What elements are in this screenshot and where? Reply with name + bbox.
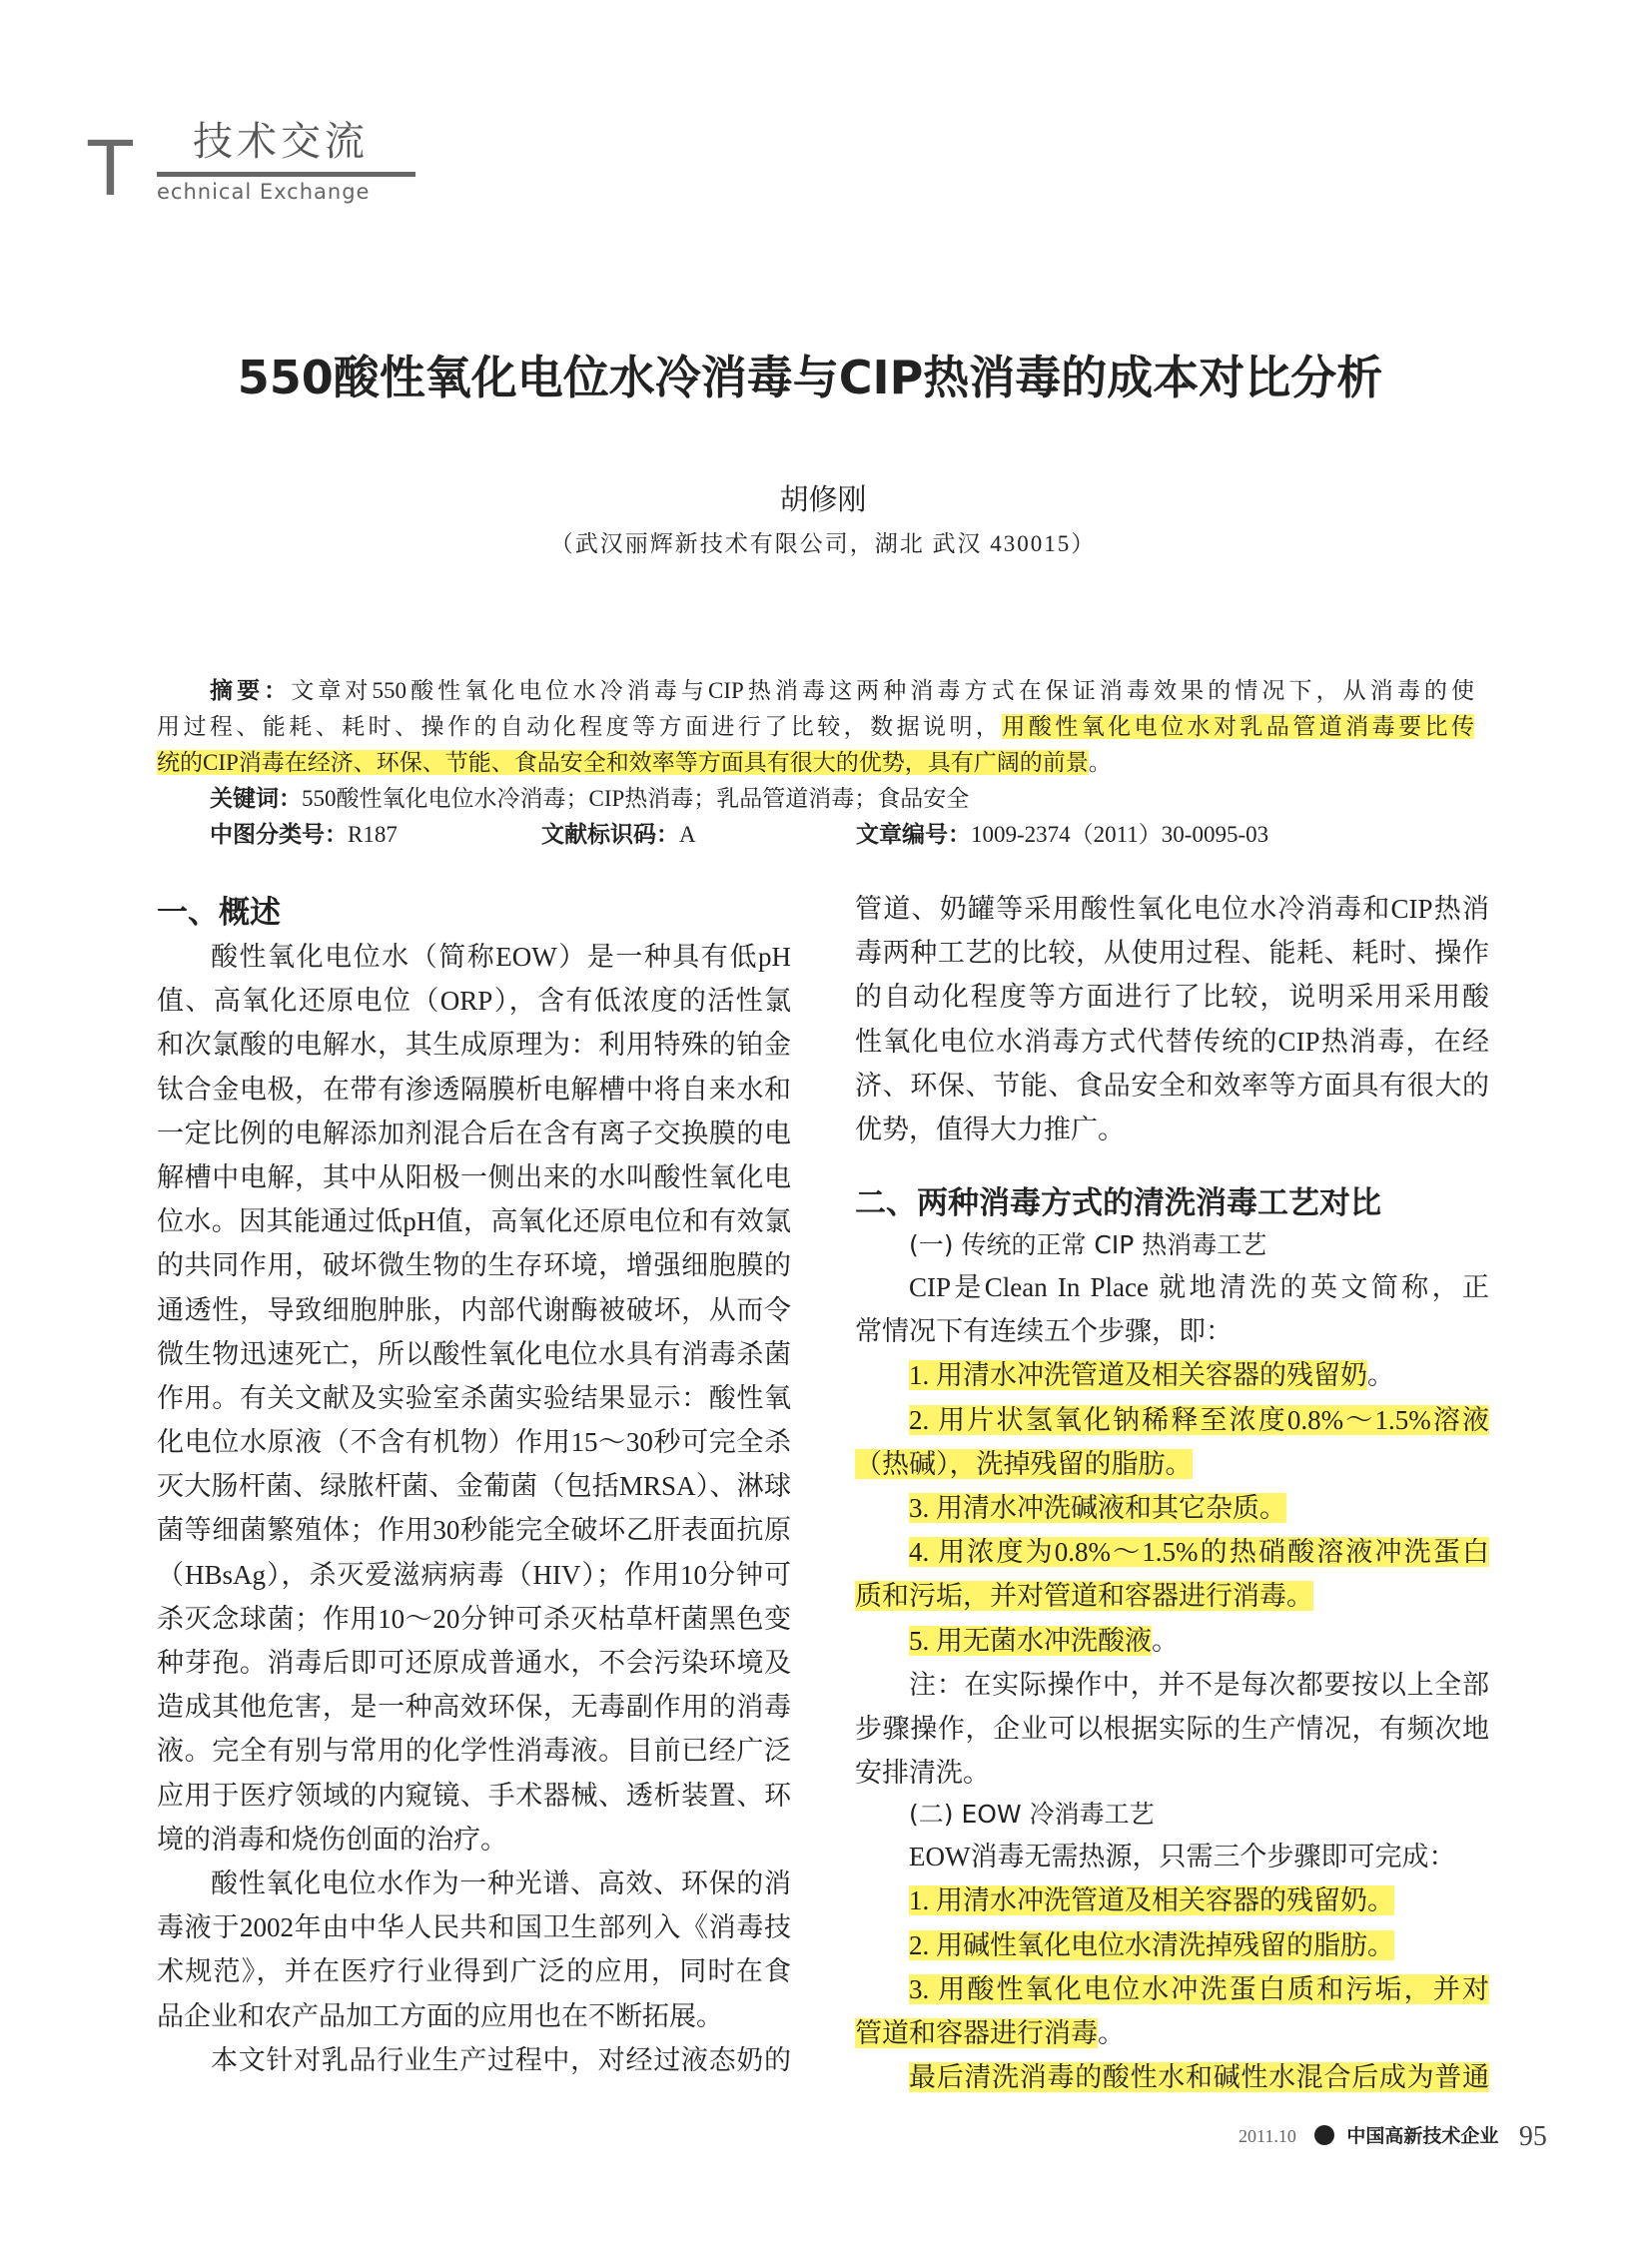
text-line — [157, 1376, 791, 1420]
text-segment: 酸性氧化电位水作为一种光谱、高效、环保的消 — [211, 1868, 791, 1898]
text-segment: 值、高氧化还原电位（ORP），含有低浓度的活性氯 — [157, 986, 791, 1017]
text-line — [855, 1486, 1489, 1530]
text-line — [157, 1420, 791, 1464]
text-segment: 本文针对乳品行业生产过程中，对经过液态奶的 — [211, 2044, 791, 2075]
text-segment: 。 — [1088, 750, 1112, 775]
abstract — [157, 673, 1474, 853]
text-segment: 一定比例的电解添加剂混合后在含有离子交换膜的电 — [157, 1118, 791, 1148]
text-segment: CIP是Clean In Place 就地清洗的英文简称，正 — [909, 1272, 1489, 1302]
text-line — [157, 781, 1474, 817]
text-line — [157, 935, 791, 979]
highlighted-text: （热碱），洗掉残留的脂肪。 — [855, 1448, 1193, 1479]
text-line — [855, 975, 1489, 1019]
text-segment: 应用于医疗领域的内窥镜、手术器械、透析装置、环 — [157, 1780, 791, 1811]
text-segment: 。 — [1152, 1625, 1179, 1656]
text-line — [855, 1020, 1489, 1064]
text-line — [157, 1994, 791, 2038]
text-line — [157, 673, 1474, 709]
highlighted-text: 管道和容器进行消毒 — [855, 2018, 1098, 2048]
text-segment: 管道、奶罐等采用酸性氧化电位水冷消毒和CIP热消 — [855, 894, 1489, 924]
magazine-logo-icon — [1314, 2125, 1334, 2145]
text-line — [855, 1923, 1489, 1967]
highlighted-text: 4. 用浓度为0.8%～1.5%的热硝酸溶液冲洗蛋白 — [909, 1537, 1489, 1568]
highlighted-text: 3. 用酸性氧化电位水冲洗蛋白质和污垢，并对 — [909, 1973, 1489, 2004]
text-segment: 文章对550酸性氧化电位水冷消毒与CIP热消毒这两种消毒方式在保证消毒效果的情况下，从消毒的使 — [291, 678, 1474, 703]
field-label: 关键词： — [210, 786, 302, 812]
text-segment: 位水。因其能通过低pH值，高氧化还原电位和有效氯 — [157, 1206, 791, 1237]
text-line — [855, 1835, 1489, 1878]
text-line — [157, 1818, 791, 1862]
text-line — [157, 1729, 791, 1773]
highlighted-text: 用酸性氧化电位水对乳品管道消毒要比传 — [1002, 714, 1475, 739]
affiliation: （武汉丽辉新技术有限公司，湖北 武汉 430015） — [549, 531, 1097, 556]
text-line — [157, 1862, 791, 1905]
section-initial-letter: T — [86, 123, 135, 212]
author: 胡修刚 — [779, 482, 867, 516]
text-line — [157, 1553, 791, 1597]
issue-date: 2011.10 — [1239, 2126, 1296, 2146]
text-segment: 种芽孢。消毒后即可还原成普通水，不会污染环境及 — [157, 1648, 791, 1678]
text-line — [157, 1597, 791, 1641]
left-column — [157, 891, 791, 2082]
text-segment: 优势，值得大力推广。 — [855, 1114, 1125, 1144]
subheading-eow: (二) EOW 冷消毒工艺 — [909, 1800, 1155, 1830]
text-segment: 液。完全有别与常用的化学性消毒液。目前已经广泛 — [157, 1736, 791, 1767]
text-segment: 的自动化程度等方面进行了比较，说明采用采用酸 — [855, 982, 1489, 1013]
clc-number: 中图分类号：R187 — [210, 822, 398, 848]
text-line — [157, 1155, 791, 1199]
text-segment: 钛合金电极，在带有渗透隔膜析电解槽中将自来水和 — [157, 1074, 791, 1105]
text-line — [157, 1685, 791, 1729]
text-line — [157, 745, 1474, 781]
text-segment: 注：在实际操作中，并不是每次都要按以上全部 — [909, 1669, 1489, 1700]
text-line — [157, 1288, 791, 1332]
text-segment: 菌等细菌繁殖体；作用30秒能完全破坏乙肝表面抗原 — [157, 1515, 791, 1546]
text-segment: 步骤操作，企业可以根据实际的生产情况，有频次地 — [855, 1713, 1489, 1744]
text-line — [855, 1751, 1489, 1795]
text-segment: 用过程、能耗、耗时、操作的自动化程度等方面进行了比较，数据说明， — [157, 714, 1003, 739]
text-segment: 550酸性氧化电位水冷消毒；CIP热消毒；乳品管道消毒；食品安全 — [302, 786, 970, 811]
text-segment: 和次氯酸的电解水，其生成原理为：利用特殊的铂金 — [157, 1030, 791, 1061]
highlighted-text: 3. 用清水冲洗碱液和其它杂质。 — [909, 1492, 1286, 1523]
highlighted-text: 最后清洗消毒的酸性水和碱性水混合后成为普通 — [909, 2062, 1489, 2093]
section-label-cn: 技术交流 — [193, 119, 369, 165]
text-segment: 品企业和农产品加工方面的应用也在不断拓展。 — [157, 2000, 723, 2031]
text-line — [855, 1064, 1489, 1108]
text-line — [855, 1574, 1489, 1618]
highlighted-text: 5. 用无菌水冲洗酸液 — [909, 1625, 1152, 1656]
right-column-top — [855, 887, 1489, 1151]
section-heading-process-comparison: 二、两种消毒方式的清洗消毒工艺对比 — [855, 1185, 1381, 1221]
left-column-body — [157, 935, 791, 2082]
text-segment: （HBsAg），杀灭爱滋病病毒（HIV）；作用10分钟可 — [157, 1559, 791, 1590]
article-title: 550酸性氧化电位水冷消毒与CIP热消毒的成本对比分析 — [237, 351, 1383, 404]
right-intro-body — [855, 887, 1489, 1151]
text-segment: 。 — [1098, 2018, 1125, 2048]
text-segment: 通透性，导致细胞肿胀，内部代谢酶被破坏，从而令 — [157, 1294, 791, 1325]
highlighted-text: 统的CIP消毒在经济、环保、节能、食品安全和效率等方面具有很大的优势，具有广阔的前景 — [157, 750, 1089, 775]
section-divider — [157, 172, 415, 177]
text-line — [157, 1023, 791, 1067]
text-line — [855, 1309, 1489, 1353]
text-line — [157, 1508, 791, 1552]
text-segment: 作用。有关文献及实验室杀菌实验结果显示：酸性氧 — [157, 1382, 791, 1413]
text-segment: 济、环保、节能、食品安全和效率等方面具有很大的 — [855, 1070, 1489, 1101]
right-column-process — [855, 1181, 1489, 2099]
text-line — [855, 1398, 1489, 1442]
text-segment: 毒两种工艺的比较，从使用过程、能耗、耗时、操作 — [855, 938, 1489, 969]
text-line — [855, 1108, 1489, 1151]
text-line — [157, 1199, 791, 1243]
highlighted-text: 2. 用片状氢氧化钠稀释至浓度0.8%～1.5%溶液 — [909, 1404, 1489, 1435]
classification-row — [157, 817, 1474, 853]
text-line — [157, 709, 1474, 745]
text-segment: 杀灭念球菌；作用10～20分钟可杀灭枯草杆菌黑色变 — [157, 1603, 791, 1634]
text-line — [157, 1464, 791, 1508]
document-code: 文献标识码：A — [541, 822, 696, 848]
text-line — [855, 1663, 1489, 1707]
field-label: 摘要： — [210, 678, 292, 704]
text-line — [855, 887, 1489, 931]
text-segment: 解槽中电解，其中从阳极一侧出来的水叫酸性氧化电 — [157, 1161, 791, 1192]
eow-steps — [855, 1835, 1489, 2099]
text-line — [157, 1949, 791, 1993]
text-segment: 酸性氧化电位水（简称EOW）是一种具有低pH — [211, 942, 791, 972]
text-line — [157, 1068, 791, 1112]
text-line — [157, 1332, 791, 1376]
text-line — [855, 1967, 1489, 2011]
text-line — [157, 2038, 791, 2082]
page-footer — [1239, 2121, 1547, 2153]
text-line — [855, 1442, 1489, 1486]
page-number: 95 — [1518, 2121, 1547, 2152]
text-segment: 。 — [1367, 1360, 1394, 1391]
text-line — [855, 1353, 1489, 1397]
text-segment: 化电位水原液（不含有机物）作用15～30秒可完全杀 — [157, 1427, 791, 1458]
text-segment: 毒液于2002年由中华人民共和国卫生部列入《消毒技 — [157, 1912, 791, 1943]
text-segment: 的共同作用，破坏微生物的生存环境，增强细胞膜的 — [157, 1250, 791, 1281]
text-line — [157, 1641, 791, 1685]
article-number: 文章编号：1009-2374（2011）30-0095-03 — [856, 822, 1269, 848]
text-line — [855, 931, 1489, 975]
text-segment: 术规范》，并在医疗行业得到广泛的应用，同时在食 — [157, 1956, 791, 1987]
text-line — [157, 1112, 791, 1155]
text-line — [855, 1265, 1489, 1309]
text-segment: 常情况下有连续五个步骤，即： — [855, 1316, 1233, 1347]
text-segment: EOW消毒无需热源，只需三个步骤即可完成： — [909, 1842, 1456, 1872]
text-line — [855, 1878, 1489, 1922]
highlighted-text: 2. 用碱性氧化电位水清洗掉残留的脂肪。 — [909, 1929, 1394, 1960]
text-segment: 性氧化电位水消毒方式代替传统的CIP热消毒，在经 — [855, 1026, 1489, 1057]
highlighted-text: 质和污垢，并对管道和容器进行消毒。 — [855, 1581, 1313, 1612]
text-line — [855, 1530, 1489, 1574]
text-line — [157, 979, 791, 1023]
section-heading-overview: 一、概述 — [157, 895, 281, 931]
text-line — [855, 1619, 1489, 1663]
text-line — [157, 1243, 791, 1287]
subheading-cip: (一) 传统的正常 CIP 热消毒工艺 — [909, 1230, 1267, 1259]
section-label-en: echnical Exchange — [157, 180, 371, 204]
text-segment: 境的消毒和烧伤创面的治疗。 — [157, 1824, 507, 1855]
text-line — [157, 1905, 791, 1949]
highlighted-text: 1. 用清水冲洗管道及相关容器的残留奶 — [909, 1360, 1367, 1391]
text-segment: 微生物迅速死亡，所以酸性氧化电位水具有消毒杀菌 — [157, 1338, 791, 1369]
text-line — [855, 1707, 1489, 1751]
text-line — [855, 2055, 1489, 2099]
highlighted-text: 1. 用清水冲洗管道及相关容器的残留奶。 — [909, 1885, 1394, 1916]
cip-steps — [855, 1265, 1489, 1795]
abstract-lines — [157, 673, 1474, 817]
text-segment: 造成其他危害，是一种高效环保，无毒副作用的消毒 — [157, 1692, 791, 1723]
text-line — [855, 2011, 1489, 2055]
text-segment: 灭大肠杆菌、绿脓杆菌、金葡菌（包括MRSA）、淋球 — [157, 1471, 791, 1502]
magazine-name: 中国高新技术企业 — [1346, 2125, 1499, 2147]
text-segment: 安排清洗。 — [855, 1758, 990, 1789]
text-line — [157, 1774, 791, 1818]
